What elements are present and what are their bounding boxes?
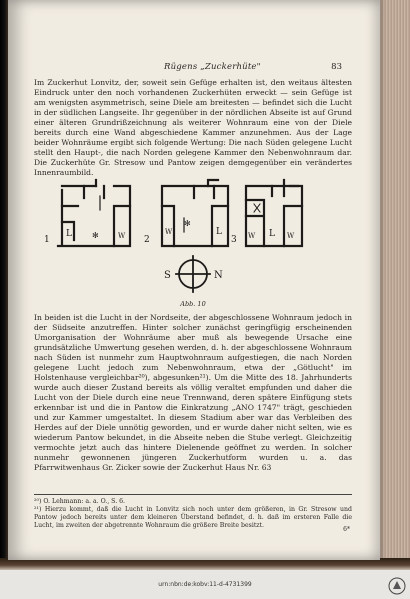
room-letter: W xyxy=(287,232,295,240)
compass-south: S xyxy=(164,270,171,281)
footnotes xyxy=(34,494,352,530)
hearth-mark-icon: ✻ xyxy=(184,219,191,228)
floor-plan-figure xyxy=(34,176,352,311)
footnote-20: ²⁰) O. Lehmann: a. a. O., S. 6. xyxy=(34,498,126,505)
plan-label-1: 1 xyxy=(44,235,50,245)
urn-identifier: urn:nbn:de:kobv:11-d-4731399 xyxy=(158,581,252,588)
paragraph-1: Im Zuckerhut Lonvitz, der, soweit sein Gefüge erhalten ist, den weitaus ältesten Eindruck unter den noch vorhandenen Zuckerhüten erweckt — sein Gefüge ist am wenigsten asymmetrisch, seine Diele am breitesten — befindet sich die Lucht in der südlichen Langseite. Ihr gegenüber in der nördlichen Abseite ist auf Grund einer älteren Grundrißzeichnung als weiterer Wohnraum eine von der Diele bereits durch eine Wand abgeschiedene Kammer anzunehmen. Aus der Lage beider Wohnräume ergibt sich folgende Wertung: Die nach Süden gelegene Lucht stellt den Haupt-, die nach Norden gelegene Kammer den Nebenwohnraum dar. Die Zuckerhüte Gr. Stresow und Pantow zeigen demgegenüber ein verändertes Innenraumbild. xyxy=(34,78,352,177)
hearth-mark-icon: ✻ xyxy=(92,231,99,240)
page-edges xyxy=(380,0,410,568)
paragraph-2: In beiden ist die Lucht in der Nordseite, der abgeschlossene Wohnraum jedoch in der Südseite anzutreffen. Hinter solcher zunächst geringfügig erscheinenden Umorganisation der Wohnräume aber muß als bewegende Ursache eine grundsätzliche Umwertung gesehen werden, d. h. der abgeschlossene Wohnraum nach Süden ist nunmehr zum Hauptwohnraum aufgestiegen, die nach Norden gelegene Lucht jedoch zum Nebenwohnraum, etwa der „Götlucht" im Holstenhause vergleichbar²⁰), abgesunken²¹). Um die Mitte des 18. Jahrhunderts wurde auch dieser Zustand bereits als völlig veraltet empfunden und daher die Lucht von der Diele durch eine neue Trennwand, deren spätere Einfügung stets erkennbar ist und die in Pantow die Einkratzung „ANO 1747" trägt, geschieden und zur Kammer umgestaltet. In diesem Stadium aber war das Verbleiben des Herdes auf der Diele unnötig geworden, und er wurde daher nicht selten, wie es wiederum Pantow bekundet, in die Abseite neben die Stube verlegt. Gleichzeitig vermochte jetzt auch das hintere Dielenende geöffnet zu werden. In solcher nunmehr gewonnenen jüngeren Zuckerhutform wurden u. a. das Pfarrwitwenhaus Gr. Zicker sowie der Zuckerhut Haus Nr. 63 xyxy=(34,313,352,472)
figure-caption: Abb. 10 xyxy=(180,300,206,308)
room-letter: W xyxy=(165,228,173,236)
room-letter: L xyxy=(66,229,72,239)
room-letter: W xyxy=(248,232,256,240)
book-page xyxy=(8,0,380,560)
compass-symbol xyxy=(176,256,210,292)
room-letter: W xyxy=(118,232,126,240)
room-letter: L xyxy=(269,229,275,239)
running-title: Rügens „Zuckerhüte" xyxy=(164,62,261,72)
plan-label-3: 3 xyxy=(231,235,237,245)
page-number: 83 xyxy=(331,62,342,72)
room-letter: L xyxy=(216,227,222,237)
compass-north: N xyxy=(214,270,223,281)
footnote-21: ²¹) Hierzu kommt, daß die Lucht in Lonvitz sich noch unter dem größeren, in Gr. Stresow und Pantow jedoch bereits unter dem kleineren Überstand befindet, d. h. daß im ersteren Falle die Lucht, im zweiten der abgetrennte Wohnraum die größere Breite besitzt. xyxy=(34,506,352,529)
floor-plan-drawing xyxy=(34,176,352,311)
running-header xyxy=(34,62,360,74)
plan-label-2: 2 xyxy=(144,235,150,245)
library-logo-icon xyxy=(388,577,406,595)
signature-mark: 6* xyxy=(343,526,350,533)
book-spine-shadow xyxy=(0,0,8,560)
